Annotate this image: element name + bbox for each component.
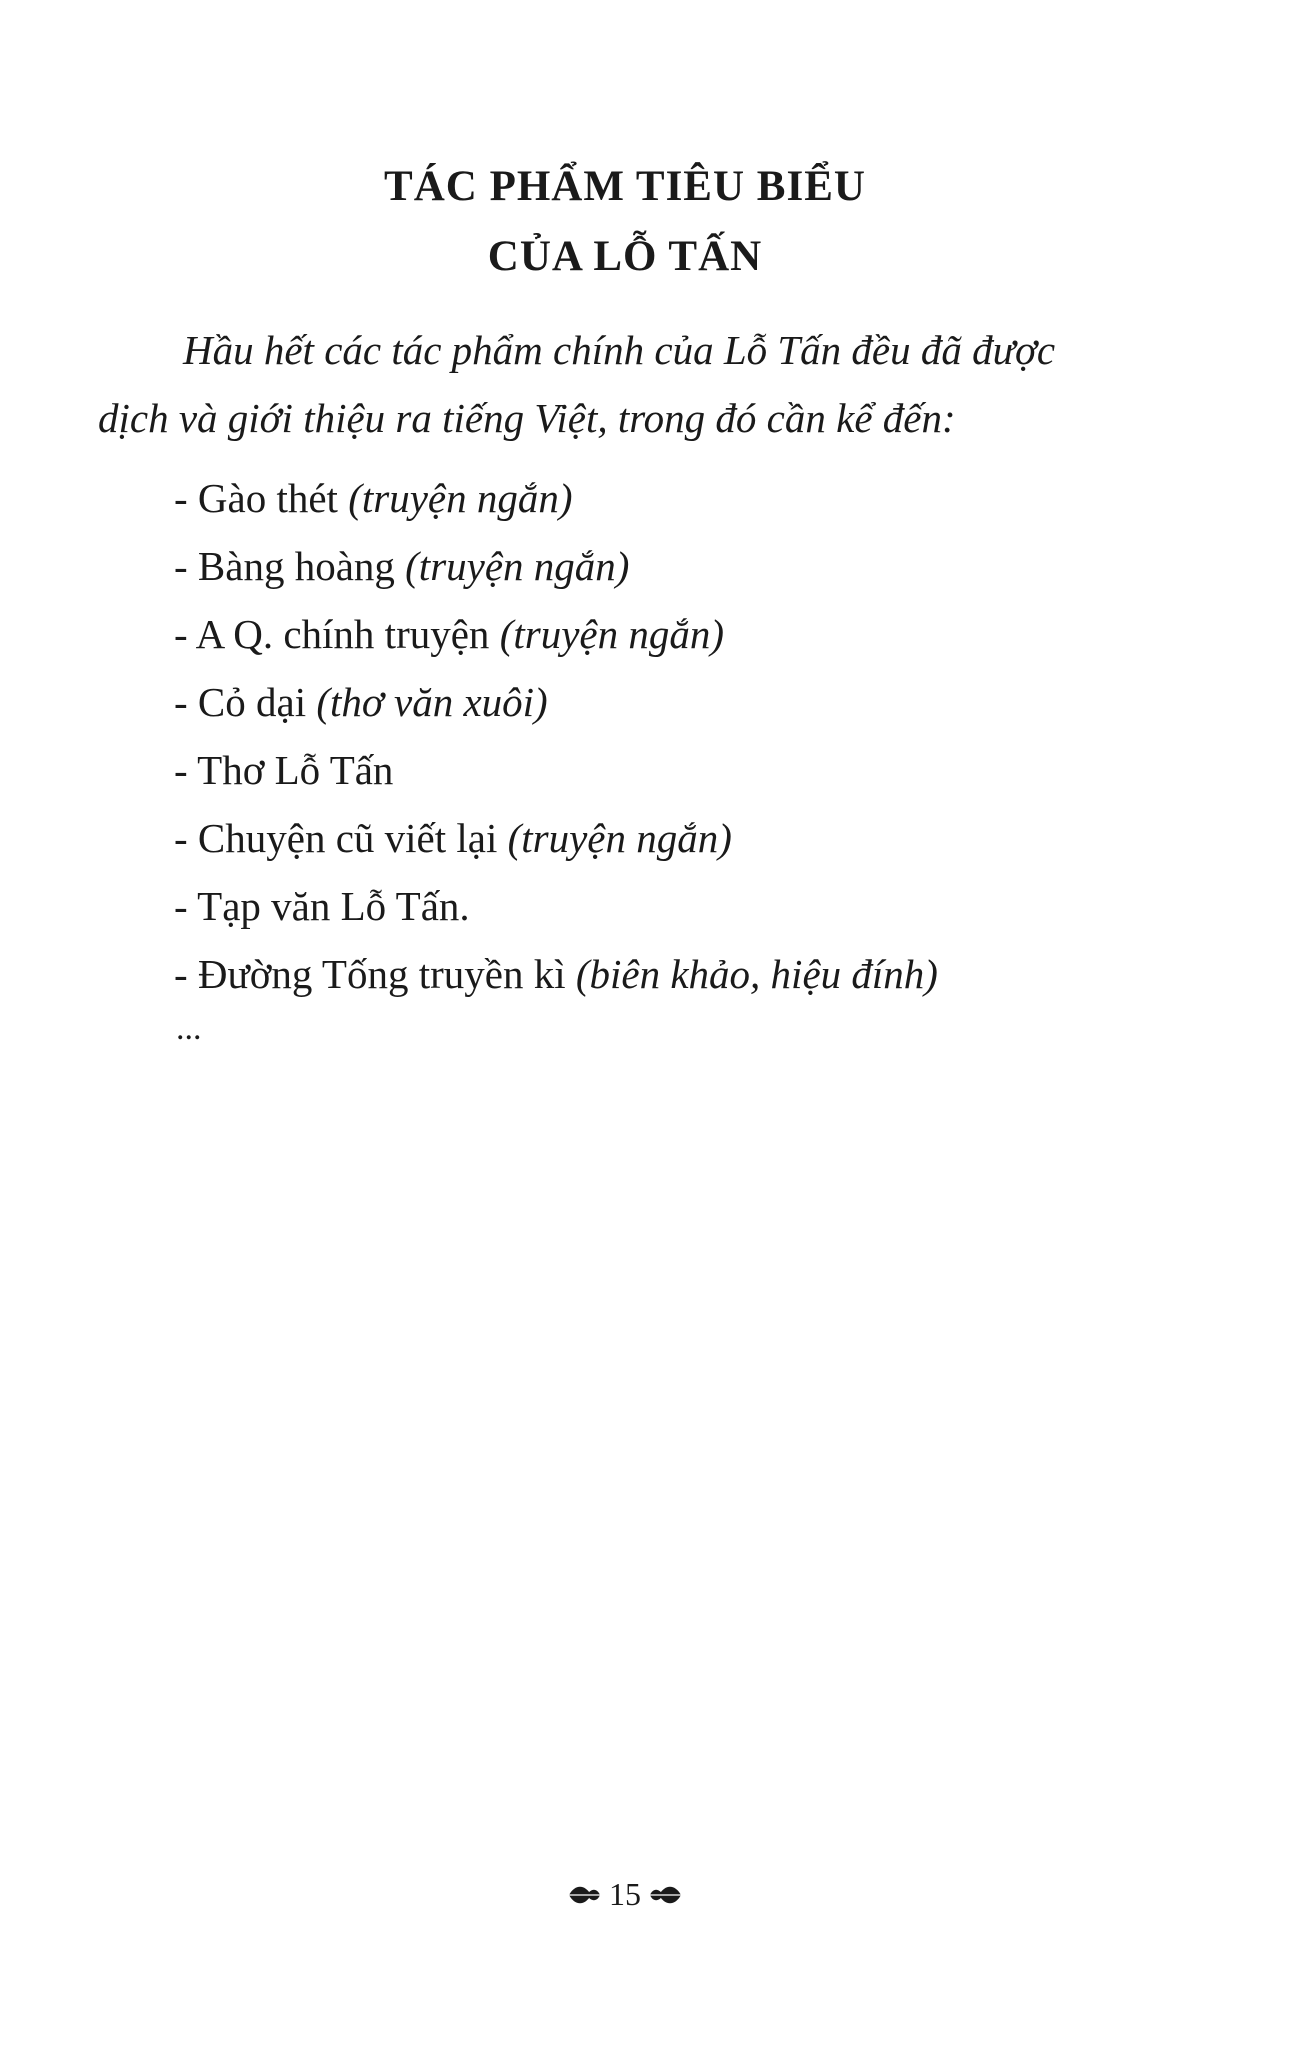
work-genre: (truyện ngắn)	[348, 475, 573, 521]
work-item	[174, 532, 938, 600]
work-title: - Bàng hoàng	[174, 543, 406, 589]
work-item	[174, 668, 938, 736]
work-item	[174, 940, 938, 1008]
work-title: - Tạp văn Lỗ Tấn.	[174, 883, 470, 929]
heading-line-1: TÁC PHẨM TIÊU BIỂU	[384, 163, 866, 210]
work-genre: (truyện ngắn)	[507, 815, 732, 861]
leaf-ornament-left-icon	[567, 1880, 601, 1910]
heading-line-2: CỦA LỖ TẤN	[487, 233, 763, 280]
page-number: 15	[609, 1876, 641, 1912]
work-title: - Cỏ dại	[174, 679, 317, 725]
works-list	[174, 464, 938, 1008]
work-genre: (truyện ngắn)	[405, 543, 630, 589]
work-title: - Thơ Lỗ Tấn	[174, 747, 394, 793]
work-title: - A Q. chính truyện	[174, 611, 500, 657]
page-footer	[0, 1876, 1250, 1913]
intro-line-1: Hầu hết các tác phẩm chính của Lỗ Tấn đều đã được	[183, 327, 1056, 373]
work-item	[174, 872, 938, 940]
work-genre: (thơ văn xuôi)	[316, 679, 548, 725]
work-genre: (truyện ngắn)	[499, 611, 724, 657]
work-item	[174, 804, 938, 872]
work-item	[174, 600, 938, 668]
list-ellipsis: ...	[176, 1010, 202, 1047]
work-title: - Chuyện cũ viết lại	[174, 815, 508, 861]
work-genre: (biên khảo, hiệu đính)	[575, 951, 938, 997]
work-item	[174, 736, 938, 804]
intro-line-2: dịch và giới thiệu ra tiếng Việt, trong đó cần kể đến:	[98, 395, 956, 441]
work-item	[174, 464, 938, 532]
leaf-ornament-right-icon	[649, 1880, 683, 1910]
work-title: - Gào thét	[174, 475, 349, 521]
work-title: - Đường Tống truyền kì	[174, 951, 576, 997]
